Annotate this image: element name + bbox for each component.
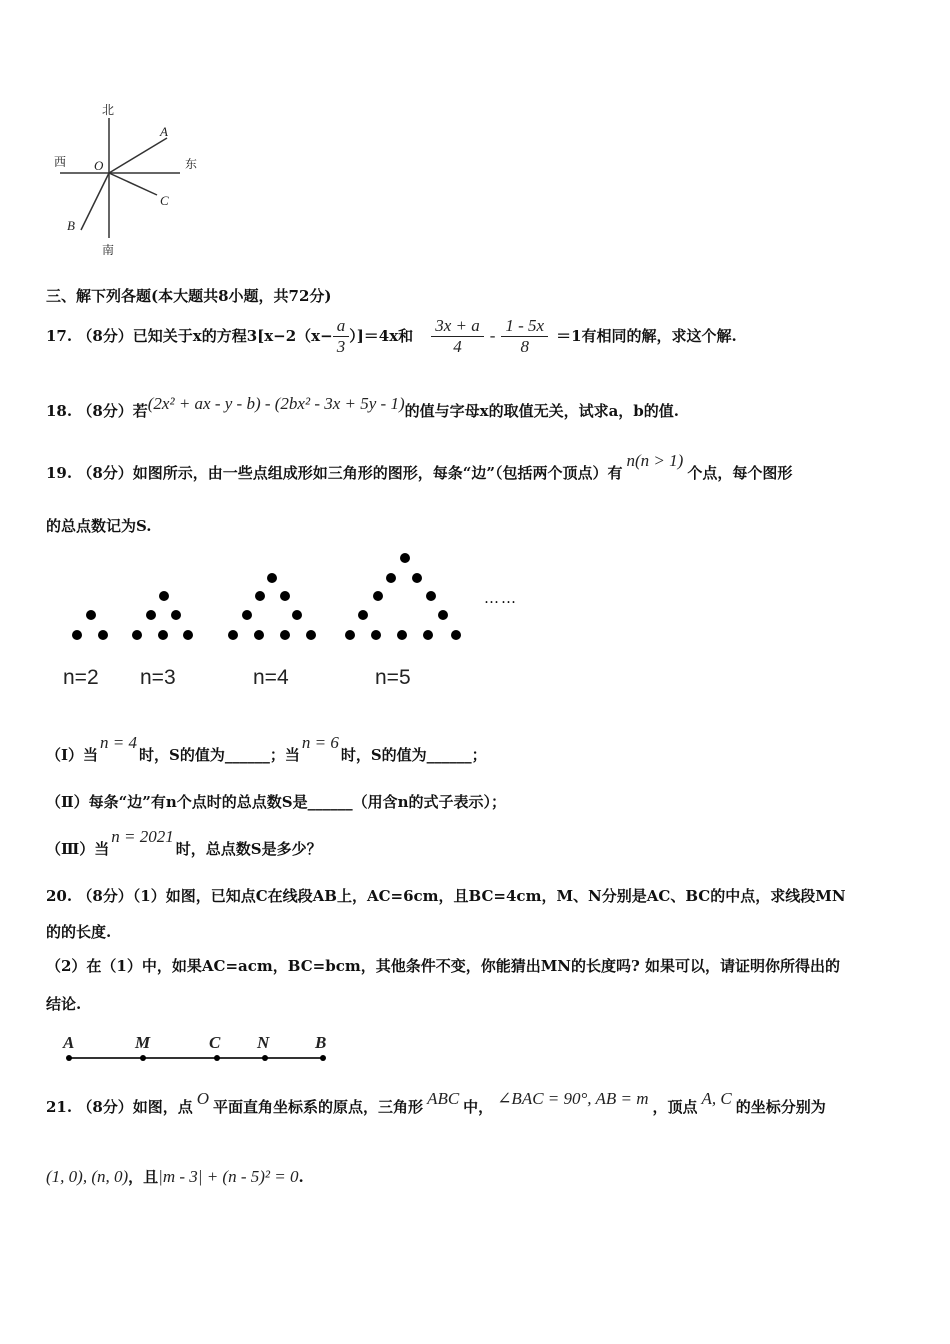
origin-label: O (94, 158, 104, 173)
q19-part1 (46, 733, 487, 770)
q19-part3-n: n = 2021 (111, 827, 174, 846)
q19-part1-c: 时，S的值为______； (340, 746, 487, 764)
dot (98, 630, 108, 640)
q19-text-after: 个点，每个图形 (687, 464, 793, 482)
dot (451, 630, 461, 640)
q20-line2: 的的长度. (46, 923, 112, 941)
q19-part2: （Ⅱ）每条“边”有n个点时的总点数S是______（用含n的式子表示）； (46, 793, 507, 811)
q17-text-after: ＝1有相同的解，求这个解. (556, 327, 737, 345)
dot (345, 630, 355, 640)
q21-end: . (298, 1168, 304, 1186)
point-c-label: C (160, 193, 169, 208)
q19-text-before: 19. （8分）如图所示，由一些点组成形如三角形的图形，每条“边”（包括两个顶点）有 (46, 464, 623, 482)
dot (140, 1055, 146, 1061)
q17-minus: - (489, 326, 496, 345)
dot (159, 591, 169, 601)
dot (438, 610, 448, 620)
label-n2: n=2 (63, 666, 99, 689)
seg-label-c: C (209, 1033, 221, 1052)
dot (373, 591, 383, 601)
point-b-label: B (67, 218, 75, 233)
q21-suffix: 的坐标分别为 (735, 1098, 826, 1116)
dot (358, 610, 368, 620)
q19-part3-a: （Ⅲ）当 (46, 840, 110, 858)
west-label: 西 (54, 155, 67, 169)
dot (400, 553, 410, 563)
q21-o: O (196, 1089, 210, 1108)
seg-label-b: B (315, 1033, 327, 1052)
compass-figure (45, 98, 215, 263)
dot (228, 630, 238, 640)
q19-part1-n4: n = 4 (100, 733, 138, 752)
label-n5: n=5 (375, 666, 411, 689)
q21-angle: ∠BAC = 90°, AB = m (497, 1089, 649, 1108)
seg-label-n: N (257, 1033, 270, 1052)
east-label: 东 (185, 157, 198, 171)
q19-condition: n(n > 1) (626, 451, 684, 470)
seg-label-a: A (63, 1033, 75, 1052)
q19-part3 (46, 827, 322, 864)
dot (397, 630, 407, 640)
dot (280, 630, 290, 640)
q19-part1-a: （Ⅰ）当 (46, 746, 99, 764)
dot (158, 630, 168, 640)
ellipsis: …… (484, 589, 518, 607)
dot (320, 1055, 326, 1061)
q21-abc: ABC (427, 1089, 460, 1108)
q17-text-before: 17. （8分）已知关于x的方程3[x−2（x− (46, 327, 333, 345)
dot (183, 630, 193, 640)
q21-equation: |m - 3| + (n - 5)² = 0 (158, 1167, 299, 1186)
dot (132, 630, 142, 640)
q20-line4: 结论. (46, 995, 82, 1013)
dot (171, 610, 181, 620)
dot (386, 573, 396, 583)
dot (242, 610, 252, 620)
q19-part3-b: 时，总点数S是多少？ (175, 840, 322, 858)
q21-mid3: ，顶点 (652, 1098, 698, 1116)
dot (371, 630, 381, 640)
point-a-label: A (160, 124, 168, 139)
q21-and: ，且 (128, 1168, 159, 1186)
dot (146, 610, 156, 620)
dot (72, 630, 82, 640)
question-19-line1 (46, 451, 793, 488)
q21-mid2: 中， (463, 1098, 494, 1116)
q20-line1: 20. （8分）（1）如图，已知点C在线段AB上，AC=6cm，且BC=4cm，M、N分别是AC、BC的中点，求线段MN (46, 887, 846, 905)
q20-line3: （2）在（1）中，如果AC=acm，BC=bcm，其他条件不变，你能猜出MN的长度吗? 如果可以，请证明你所得出的 (46, 957, 841, 975)
label-n3: n=3 (140, 666, 176, 689)
q17-fraction-a-3: $\frac{a}{3}$ (333, 316, 350, 357)
section-title: 三、解下列各题(本大题共8小题，共72分) (46, 287, 332, 305)
question-19-line2: 的总点数记为S. (46, 517, 152, 535)
q21-ac: A, C (701, 1089, 732, 1108)
q17-fraction-right: $\frac{1 - 5x}{8}$ (501, 316, 548, 357)
dot (426, 591, 436, 601)
north-label: 北 (102, 103, 115, 117)
seg-label-m: M (135, 1033, 151, 1052)
q21-mid1: 平面直角坐标系的原点，三角形 (213, 1098, 424, 1116)
label-n4: n=4 (253, 666, 289, 689)
q17-text-middle: ）]＝4x和 (349, 327, 414, 345)
dot (214, 1055, 220, 1061)
question-17 (46, 312, 737, 360)
q21-line2 (46, 1162, 304, 1192)
q18-expression: (2x² + ax - y - b) - (2bx² - 3x + 5y - 1) (147, 394, 405, 413)
dot (66, 1055, 72, 1061)
dot (306, 630, 316, 640)
dot (254, 630, 264, 640)
q21-coords: (1, 0), (n, 0) (46, 1167, 129, 1186)
segment-figure (55, 1030, 345, 1070)
q19-part1-b: 时，S的值为______；当 (139, 746, 300, 764)
dot (255, 591, 265, 601)
q21-prefix: 21. （8分）如图，点 (46, 1098, 193, 1116)
q21-line1 (46, 1089, 826, 1122)
dot (280, 591, 290, 601)
dot (423, 630, 433, 640)
dot (412, 573, 422, 583)
q18-prefix: 18. （8分）若 (46, 402, 148, 420)
q17-fraction-left: $\frac{3x + a}{4}$ (431, 316, 484, 357)
south-label: 南 (102, 243, 115, 257)
dot (292, 610, 302, 620)
q19-part1-n6: n = 6 (301, 733, 339, 752)
dot (267, 573, 277, 583)
question-18 (46, 396, 679, 426)
dot (86, 610, 96, 620)
q18-suffix: 的值与字母x的取值无关，试求a，b的值. (404, 402, 679, 420)
dot (262, 1055, 268, 1061)
